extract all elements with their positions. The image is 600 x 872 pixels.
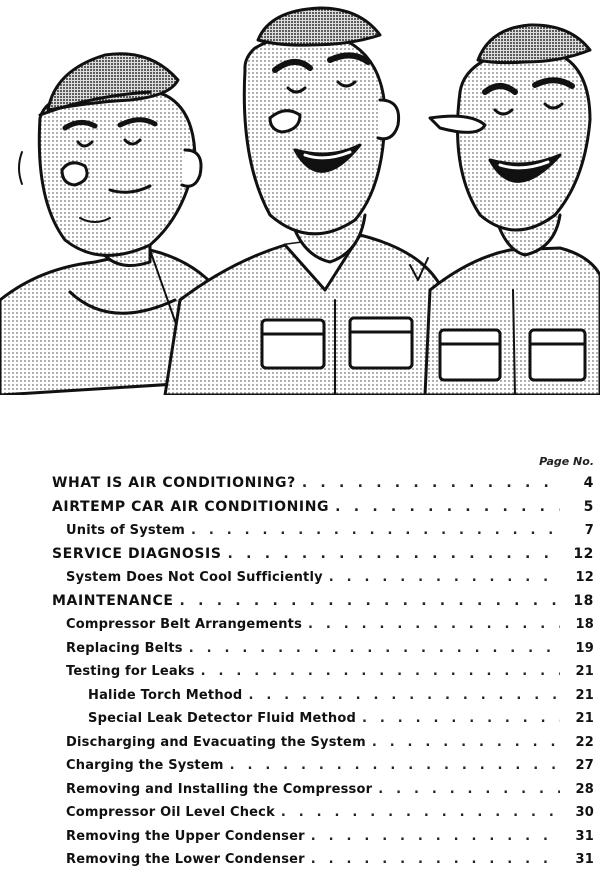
toc-entry-title: System Does Not Cool Sufficiently — [66, 570, 323, 585]
toc-dot-leader — [308, 613, 560, 637]
toc-entry-page: 19 — [575, 640, 594, 656]
toc-dot-leader — [189, 637, 560, 661]
toc-entry-page: 21 — [575, 664, 594, 679]
toc-entry[interactable] — [0, 754, 600, 778]
toc-entry[interactable] — [0, 613, 600, 637]
toc-dot-leader — [311, 848, 560, 872]
toc-entry[interactable] — [0, 825, 600, 849]
toc-entry-title: SERVICE DIAGNOSIS — [52, 545, 222, 562]
toc-entry-page: 18 — [575, 617, 594, 632]
toc-entry-title: Removing the Lower Condenser — [66, 852, 305, 867]
toc-entry[interactable] — [0, 496, 600, 520]
toc-entry-title: WHAT IS AIR CONDITIONING? — [52, 475, 296, 491]
toc-entry-title: Compressor Oil Level Check — [66, 805, 275, 820]
page-number-column-header: Page No. — [539, 455, 594, 468]
toc-entry-title: Testing for Leaks — [66, 664, 195, 679]
toc-entry[interactable] — [0, 590, 600, 614]
toc-dot-leader — [281, 801, 560, 825]
toc-dot-leader — [311, 825, 560, 849]
toc-entry[interactable] — [0, 801, 600, 825]
toc-dot-leader — [191, 519, 560, 543]
toc-dot-leader — [329, 566, 560, 590]
toc-entry-page: 4 — [583, 475, 594, 491]
toc-list — [0, 472, 600, 872]
toc-dot-leader — [335, 496, 560, 520]
toc-dot-leader — [372, 731, 560, 755]
toc-entry-page: 18 — [573, 592, 594, 609]
toc-entry-title: Special Leak Detector Fluid Method — [88, 711, 357, 726]
toc-entry-page: 31 — [575, 828, 594, 844]
toc-entry[interactable] — [0, 519, 600, 543]
toc-entry-page: 31 — [575, 852, 594, 867]
toc-entry[interactable] — [0, 707, 600, 731]
middle-mechanic — [165, 8, 450, 395]
toc-entry[interactable] — [0, 637, 600, 661]
toc-dot-leader — [230, 754, 560, 778]
toc-entry-page: 30 — [575, 805, 594, 820]
toc-dot-leader — [228, 543, 560, 567]
toc-entry-title: MAINTENANCE — [52, 592, 174, 609]
toc-entry-title: Discharging and Evacuating the System — [66, 734, 366, 750]
toc-entry-page: 7 — [584, 523, 594, 538]
toc-entry-title: Compressor Belt Arrangements — [66, 617, 303, 632]
toc-entry-title: Units of System — [66, 523, 186, 538]
toc-entry[interactable] — [0, 731, 600, 755]
toc-dot-leader — [248, 684, 560, 708]
toc-entry-page: 5 — [583, 498, 594, 515]
toc-dot-leader — [378, 778, 560, 802]
toc-dot-leader — [180, 590, 560, 614]
toc-entry-page: 28 — [575, 781, 594, 797]
toc-entry-page: 12 — [575, 570, 594, 585]
toc-entry-title: Removing and Installing the Compressor — [66, 781, 373, 797]
toc-entry[interactable] — [0, 566, 600, 590]
toc-entry-page: 12 — [573, 545, 594, 562]
toc-entry-title: Removing the Upper Condenser — [66, 828, 305, 844]
toc-entry-title: Replacing Belts — [66, 640, 183, 656]
toc-entry-page: 22 — [575, 734, 594, 750]
toc-dot-leader — [201, 660, 560, 684]
toc-entry[interactable] — [0, 472, 600, 496]
toc-entry-title: AIRTEMP CAR AIR CONDITIONING — [52, 498, 330, 515]
toc-entry[interactable] — [0, 543, 600, 567]
toc-dot-leader — [362, 707, 560, 731]
toc-entry-page: 27 — [575, 758, 594, 773]
toc-entry[interactable] — [0, 684, 600, 708]
toc-dot-leader — [302, 472, 560, 496]
toc-entry[interactable] — [0, 778, 600, 802]
toc-entry[interactable] — [0, 660, 600, 684]
toc-entry[interactable] — [0, 848, 600, 872]
right-mechanic — [425, 25, 600, 395]
toc-entry-page: 21 — [575, 711, 594, 726]
toc-entry-page: 21 — [575, 687, 594, 703]
toc-entry-title: Halide Torch Method — [88, 687, 243, 703]
three-mechanics-illustration — [0, 0, 600, 395]
toc-entry-title: Charging the System — [66, 758, 224, 773]
